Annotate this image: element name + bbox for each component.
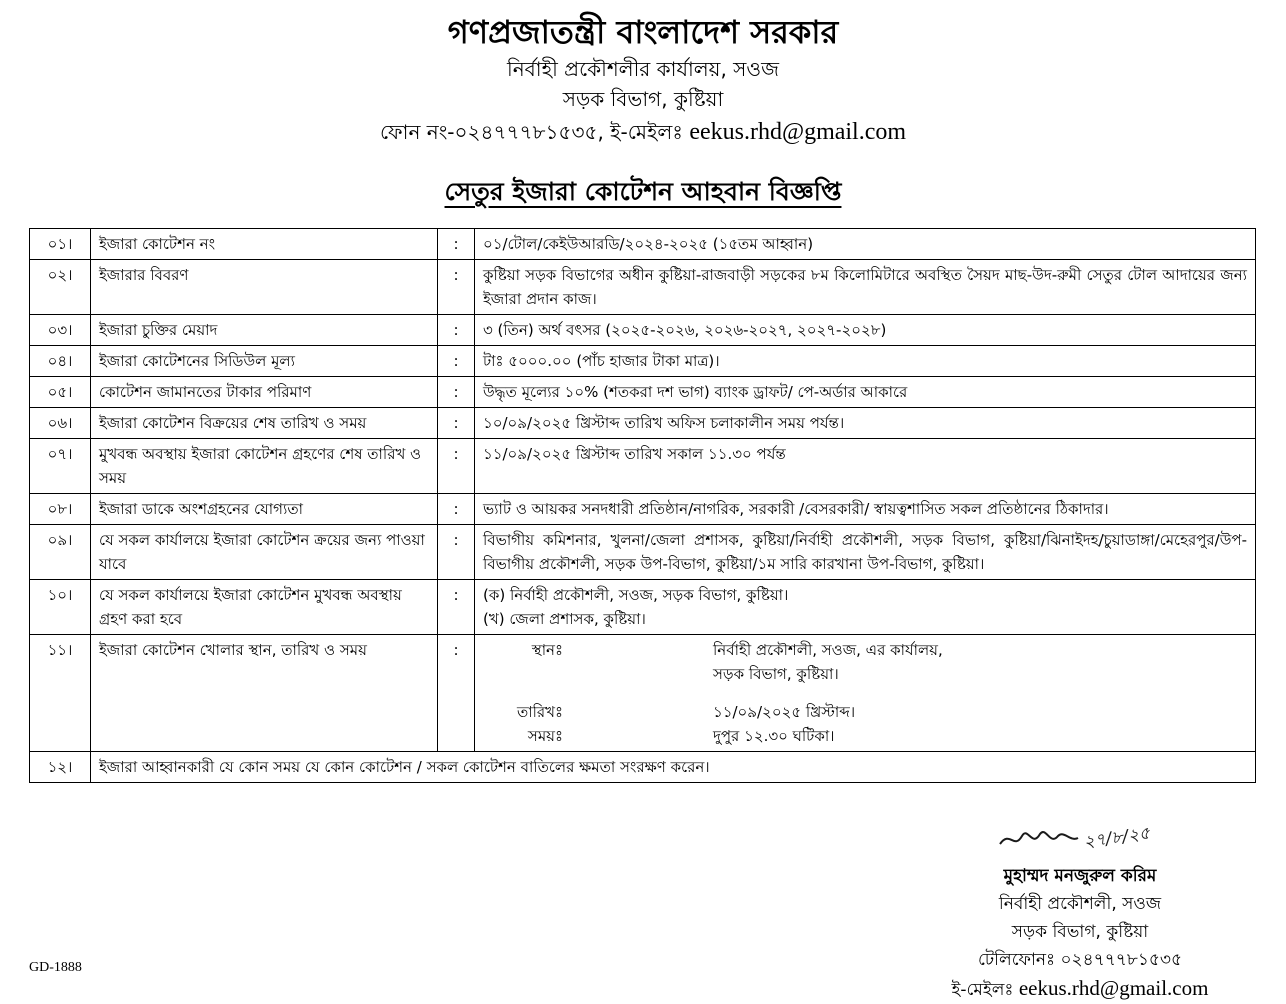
time-label: সময়ঃ <box>527 727 563 745</box>
serial-cell: ০২। <box>30 260 91 315</box>
division-name: সড়ক বিভাগ, কুষ্টিয়া <box>562 87 724 111</box>
item-cell: মুখবন্ধ অবস্থায় ইজারা কোটেশন গ্রহণের শেষ তারিখ ও সময় <box>91 439 438 494</box>
item-cell: যে সকল কার্যালয়ে ইজারা কোটেশন ক্রয়ের জন্য পাওয়া যাবে <box>91 525 438 580</box>
serial-cell: ০৮। <box>30 494 91 525</box>
serial-cell: ১২। <box>30 752 91 783</box>
detail-cell: উদ্ধৃত মূল্যের ১০% (শতকরা দশ ভাগ) ব্যাংক ড্রাফট/ পে-অর্ডার আকারে <box>475 377 1256 408</box>
colon-cell: : <box>438 439 475 494</box>
item-cell: ইজারা কোটেশন নং <box>91 229 438 260</box>
table-row <box>30 525 1256 580</box>
date-value: ১১/০৯/২০২৫ খ্রিস্টাব্দ। <box>713 703 856 721</box>
colon-cell: : <box>438 635 475 752</box>
header-email: eekus.rhd@gmail.com <box>689 119 907 145</box>
item-cell: ইজারা কোটেশন বিক্রয়ের শেষ তারিখ ও সময় <box>91 408 438 439</box>
serial-cell: ০৯। <box>30 525 91 580</box>
item-cell: ইজারা কোটেশন খোলার স্থান, তারিখ ও সময় <box>91 635 438 752</box>
detail-cell <box>475 580 1256 635</box>
table-row <box>30 260 1256 315</box>
detail-cell: ১০/০৯/২০২৫ খ্রিস্টাব্দ তারিখ অফিস চলাকালীন সময় পর্যন্ত। <box>475 408 1256 439</box>
item-cell: ইজারা ডাকে অংশগ্রহনের যোগ্যতা <box>91 494 438 525</box>
time-value: দুপুর ১২.৩০ ঘটিকা। <box>713 727 835 745</box>
table-row <box>30 229 1256 260</box>
detail-cell: টাঃ ৫০০০.০০ (পাঁচ হাজার টাকা মাত্র)। <box>475 346 1256 377</box>
phone-label: ফোন নং-০২৪৭৭৭৮১৫৩৫, ই-মেইলঃ <box>379 120 683 144</box>
colon-cell: : <box>438 346 475 377</box>
table-row <box>30 580 1256 635</box>
signatory-phone: টেলিফোনঃ ০২৪৭৭৭৮১৫৩৫ <box>978 950 1182 970</box>
item-cell: ইজারা চুক্তির মেয়াদ <box>91 315 438 346</box>
contact-line <box>0 116 1286 148</box>
table-row <box>30 315 1256 346</box>
detail-cell: ০১/টোল/কেইউআরডি/২০২৪-২০২৫ (১৫তম আহ্বান) <box>475 229 1256 260</box>
serial-cell: ০৫। <box>30 377 91 408</box>
signatory-name: মুহাম্মদ মনজুরুল করিম <box>1003 866 1157 886</box>
serial-cell: ১১। <box>30 635 91 752</box>
receiving-office-2: (খ) জেলা প্রশাসক, কুষ্টিয়া। <box>483 610 646 628</box>
item-cell: কোটেশন জামানতের টাকার পরিমাণ <box>91 377 438 408</box>
item-cell: যে সকল কার্যালয়ে ইজারা কোটেশন মুখবন্ধ অবস্থায় গ্রহণ করা হবে <box>91 580 438 635</box>
signatory-email: eekus.rhd@gmail.com <box>1018 976 1209 1000</box>
colon-cell: : <box>438 580 475 635</box>
table-row <box>30 346 1256 377</box>
email-label: ই-মেইলঃ <box>951 980 1014 1000</box>
signatory-division: সড়ক বিভাগ, কুষ্টিয়া <box>1011 922 1149 942</box>
govt-name: গণপ্রজাতন্ত্রী বাংলাদেশ সরকার <box>447 13 839 51</box>
colon-cell: : <box>438 377 475 408</box>
notice-title <box>0 172 1286 215</box>
detail-cell: ভ্যাট ও আয়কর সনদধারী প্রতিষ্ঠান/নাগরিক, সরকারী /বেসরকারী/ স্বায়ত্বশাসিত সকল প্রতিষ্ঠানের ঠিকাদার। <box>475 494 1256 525</box>
detail-cell: কুষ্টিয়া সড়ক বিভাগের অধীন কুষ্টিয়া-রাজবাড়ী সড়কের ৮ম কিলোমিটারে অবস্থিত সৈয়দ মাছ-উদ-রুমী সেতুর টোল আদায়ের জন্য ইজারা প্রদান কাজ। <box>475 260 1256 315</box>
serial-cell: ০৭। <box>30 439 91 494</box>
tender-table <box>29 228 1256 783</box>
table-row <box>30 494 1256 525</box>
colon-cell: : <box>438 229 475 260</box>
table-row <box>30 408 1256 439</box>
item-cell: ইজারার বিবরণ <box>91 260 438 315</box>
letterhead <box>0 10 1286 148</box>
colon-cell: : <box>438 315 475 346</box>
opening-time <box>483 724 1247 748</box>
signatory-designation: নির্বাহী প্রকৌশলী, সওজ <box>998 894 1162 914</box>
serial-cell: ০৬। <box>30 408 91 439</box>
serial-cell: ০১। <box>30 229 91 260</box>
place-line-2: সড়ক বিভাগ, কুষ্টিয়া। <box>713 665 839 683</box>
notice-title-text: সেতুর ইজারা কোটেশন আহবান বিজ্ঞপ্তি <box>444 177 842 206</box>
reservation-cell: ইজারা আহ্বানকারী যে কোন সময় যে কোন কোটেশন / সকল কোটেশন বাতিলের ক্ষমতা সংরক্ষণ করেন। <box>91 752 1256 783</box>
serial-cell: ০৪। <box>30 346 91 377</box>
colon-cell: : <box>438 525 475 580</box>
table-row <box>30 635 1256 752</box>
serial-cell: ১০। <box>30 580 91 635</box>
publication-code: GD-1888 <box>29 960 82 975</box>
signature-block <box>900 812 1260 1004</box>
opening-date <box>483 700 1247 724</box>
place-line-1: নির্বাহী প্রকৌশলী, সওজ, এর কার্যালয়, <box>713 641 943 659</box>
colon-cell: : <box>438 408 475 439</box>
table-row <box>30 439 1256 494</box>
place-label: স্থানঃ <box>531 641 563 659</box>
detail-cell: ১১/০৯/২০২৫ খ্রিস্টাব্দ তারিখ সকাল ১১.৩০ পর্যন্ত <box>475 439 1256 494</box>
signature-date: ২৭/৮/২৫ <box>1082 823 1152 853</box>
office-name: নির্বাহী প্রকৌশলীর কার্যালয়, সওজ <box>506 57 779 81</box>
opening-place <box>483 638 1247 662</box>
detail-cell: বিভাগীয় কমিশনার, খুলনা/জেলা প্রশাসক, কুষ্টিয়া/নির্বাহী প্রকৌশলী, সড়ক বিভাগ, কুষ্টিয়া/ঝিনাইদহ/চুয়াডাঙ্গা/মেহেরপুর/উপ-বিভাগীয় প্রকৌশলী, সড়ক উপ-বিভাগ, কুষ্টিয়া/১ম সারি কারখানা উপ-বিভাগ, কুষ্টিয়া। <box>475 525 1256 580</box>
serial-cell: ০৩। <box>30 315 91 346</box>
colon-cell: : <box>438 260 475 315</box>
table-row <box>30 377 1256 408</box>
signature-mark <box>980 812 1180 862</box>
item-cell: ইজারা কোটেশনের সিডিউল মূল্য <box>91 346 438 377</box>
date-label: তারিখঃ <box>517 703 563 721</box>
receiving-office-1: (ক) নির্বাহী প্রকৌশলী, সওজ, সড়ক বিভাগ, কুষ্টিয়া। <box>483 586 789 604</box>
table-row <box>30 752 1256 783</box>
colon-cell: : <box>438 494 475 525</box>
detail-cell <box>475 635 1256 752</box>
detail-cell: ৩ (তিন) অর্থ বৎসর (২০২৫-২০২৬, ২০২৬-২০২৭, ২০২৭-২০২৮) <box>475 315 1256 346</box>
